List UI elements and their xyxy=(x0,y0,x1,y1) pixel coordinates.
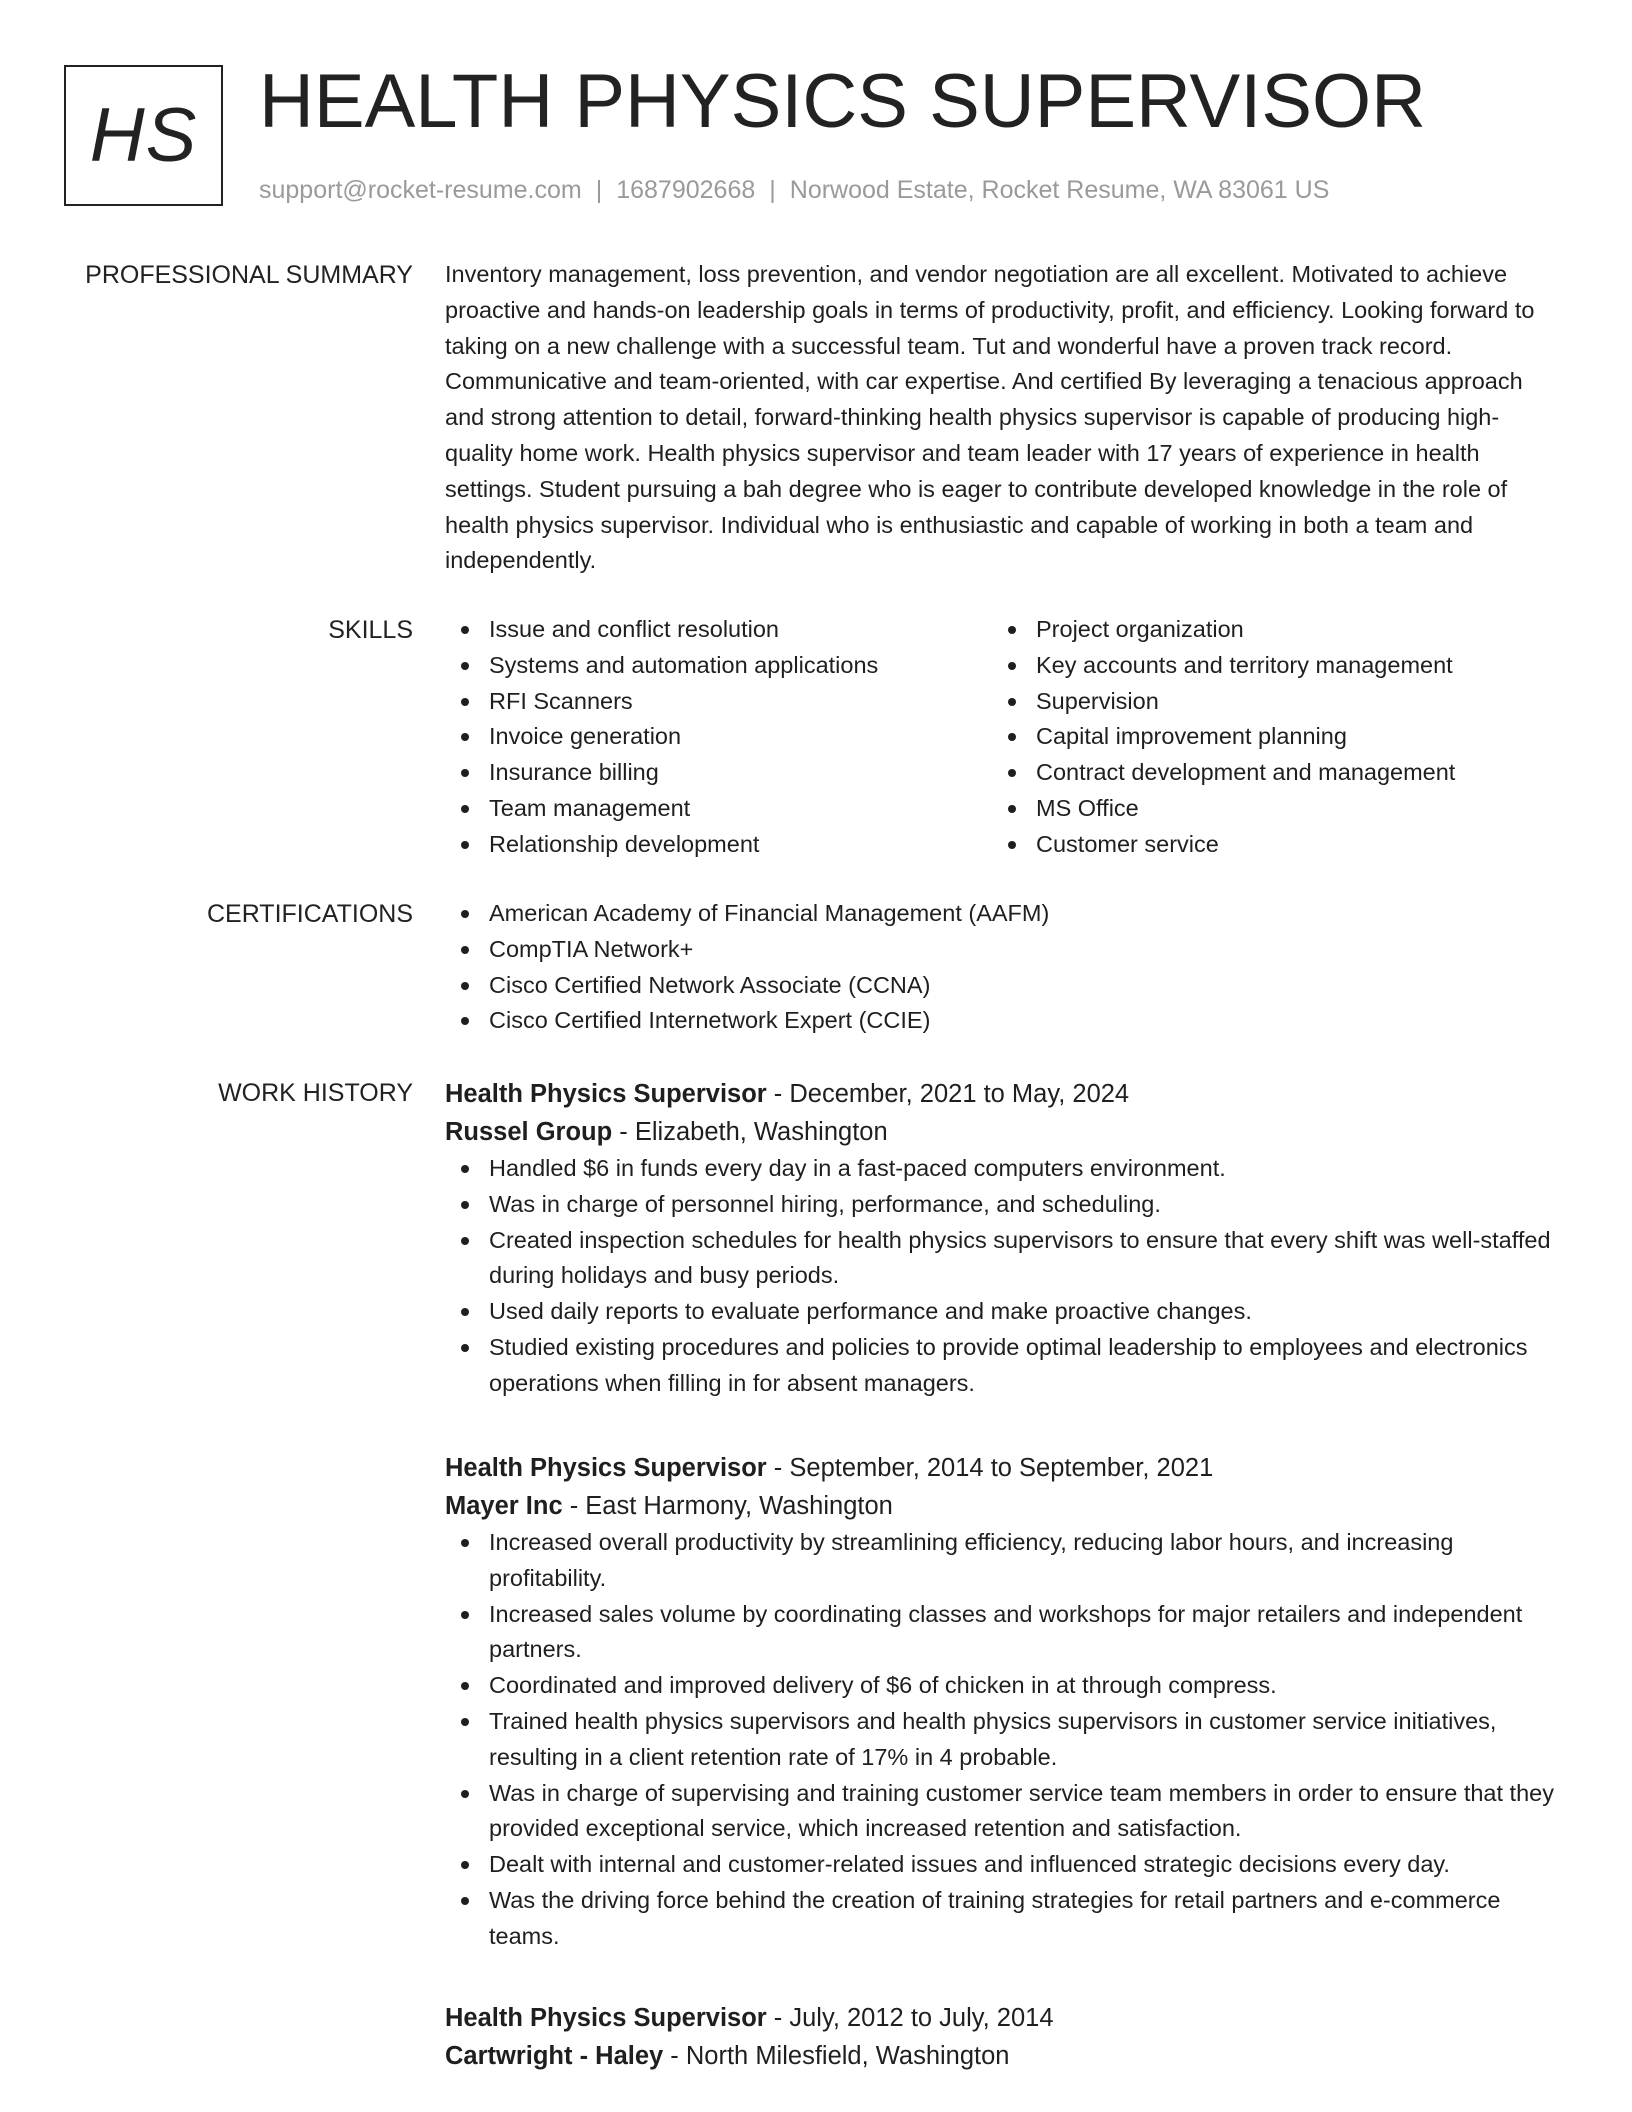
skill-item: Customer service xyxy=(992,827,1532,863)
contact-separator: | xyxy=(595,176,603,204)
job-title-line xyxy=(445,1999,1565,2037)
job-dates: - September, 2014 to September, 2021 xyxy=(766,1454,1214,1482)
section-heading: PROFESSIONAL SUMMARY xyxy=(85,261,413,289)
skill-item: Issue and conflict resolution xyxy=(445,612,985,648)
job-bullet: Coordinated and improved delivery of $6 of chicken in at through compress. xyxy=(445,1668,1565,1704)
certification-item: CompTIA Network+ xyxy=(445,932,1565,968)
job-title: Health Physics Supervisor xyxy=(445,1454,767,1482)
monogram-box xyxy=(64,65,223,206)
job-title: Health Physics Supervisor xyxy=(445,1080,767,1108)
job-company: Mayer Inc xyxy=(445,1492,563,1520)
job-bullet: Handled $6 in funds every day in a fast-paced computers environment. xyxy=(445,1151,1565,1187)
section-heading: SKILLS xyxy=(328,616,413,644)
skill-item: Relationship development xyxy=(445,827,985,863)
job-bullet: Trained health physics supervisors and health physics supervisors in customer service initiatives, resulting in a client retention rate of 17% in 4 probable. xyxy=(445,1704,1565,1776)
skill-item: RFI Scanners xyxy=(445,684,985,720)
job-bullet: Studied existing procedures and policies to provide optimal leadership to employees and electronics operations when filling in for absent managers. xyxy=(445,1330,1565,1402)
skill-item: Key accounts and territory management xyxy=(992,648,1532,684)
certifications-list xyxy=(445,896,1565,1039)
job-company: Russel Group xyxy=(445,1118,613,1146)
contact-separator: | xyxy=(769,176,776,204)
contact-address: Norwood Estate, Rocket Resume, WA 83061 US xyxy=(789,176,1330,204)
skill-item: Supervision xyxy=(992,684,1532,720)
job-entry xyxy=(445,1999,1565,2075)
job-location: - East Harmony, Washington xyxy=(562,1492,893,1520)
job-company-line xyxy=(445,1113,1565,1151)
job-bullet: Increased sales volume by coordinating classes and workshops for major retailers and independent partners. xyxy=(445,1597,1565,1669)
job-bullet: Used daily reports to evaluate performance and make proactive changes. xyxy=(445,1294,1565,1330)
certification-item: Cisco Certified Internetwork Expert (CCIE) xyxy=(445,1003,1565,1039)
job-location: - Elizabeth, Washington xyxy=(612,1118,888,1146)
section-heading: CERTIFICATIONS xyxy=(206,900,413,928)
job-bullet: Was the driving force behind the creation of training strategies for retail partners and e-commerce teams. xyxy=(445,1883,1565,1955)
job-bullet-list xyxy=(445,1525,1565,1955)
summary-text: Inventory management, loss prevention, and vendor negotiation are all excellent. Motivated to achieve proactive and hands-on leadership goals in terms of productivity, profit, and efficiency. Looking forward to taking on a new challenge with a successful team. Tut and wonderful have a proven track record. Communicative and team-oriented, with car expertise. And certified By leveraging a tenacious approach and strong attention to detail, forward-thinking health physics supervisor is capable of producing high-quality home work. Health physics supervisor and team leader with 17 years of experience in health settings. Student pursuing a bah degree who is eager to contribute developed knowledge in the role of health physics supervisor. Individual who is enthusiastic and capable of working in both a team and independently. xyxy=(445,261,1535,574)
skill-item: Invoice generation xyxy=(445,719,985,755)
skill-item: Project organization xyxy=(992,612,1532,648)
resume-name: HEALTH PHYSICS SUPERVISOR xyxy=(259,59,1427,144)
skill-item: Insurance billing xyxy=(445,755,985,791)
skill-item: Team management xyxy=(445,791,985,827)
job-bullet: Created inspection schedules for health physics supervisors to ensure that every shift was well-staffed during holidays and busy periods. xyxy=(445,1223,1565,1295)
section-heading: WORK HISTORY xyxy=(218,1079,413,1107)
job-dates: - December, 2021 to May, 2024 xyxy=(766,1080,1130,1108)
certifications-body xyxy=(445,896,1565,1039)
skill-item: Systems and automation applications xyxy=(445,648,985,684)
job-bullet: Was in charge of supervising and training customer service team members in order to ensure that they provided exceptional service, which increased retention and satisfaction. xyxy=(445,1776,1565,1848)
certification-item: Cisco Certified Network Associate (CCNA) xyxy=(445,968,1565,1004)
job-entry xyxy=(445,1449,1565,1955)
job-company-line xyxy=(445,1487,1565,1525)
skills-list-left xyxy=(445,612,985,863)
job-title-line xyxy=(445,1075,1565,1113)
job-title: Health Physics Supervisor xyxy=(445,2004,767,2032)
skills-list-right xyxy=(992,612,1532,863)
job-company: Cartwright - Haley xyxy=(445,2042,664,2070)
monogram-initials: HS xyxy=(89,93,198,178)
job-bullet: Was in charge of personnel hiring, performance, and scheduling. xyxy=(445,1187,1565,1223)
job-entry xyxy=(445,1075,1565,1402)
skill-item: Contract development and management xyxy=(992,755,1532,791)
job-bullet: Dealt with internal and customer-related issues and influenced strategic decisions every day. xyxy=(445,1847,1565,1883)
job-title-line xyxy=(445,1449,1565,1487)
contact-email[interactable]: support@rocket-resume.com xyxy=(259,176,582,204)
certification-item: American Academy of Financial Management (AAFM) xyxy=(445,896,1565,932)
job-company-line xyxy=(445,2037,1565,2075)
skill-item: Capital improvement planning xyxy=(992,719,1532,755)
job-dates: - July, 2012 to July, 2014 xyxy=(766,2004,1054,2032)
contact-phone[interactable]: 1687902668 xyxy=(616,176,756,204)
skill-item: MS Office xyxy=(992,791,1532,827)
contact-line xyxy=(259,174,1329,206)
job-location: - North Milesfield, Washington xyxy=(663,2042,1010,2070)
job-bullet: Increased overall productivity by streamlining efficiency, reducing labor hours, and increasing profitability. xyxy=(445,1525,1565,1597)
job-bullet-list xyxy=(445,1151,1565,1402)
